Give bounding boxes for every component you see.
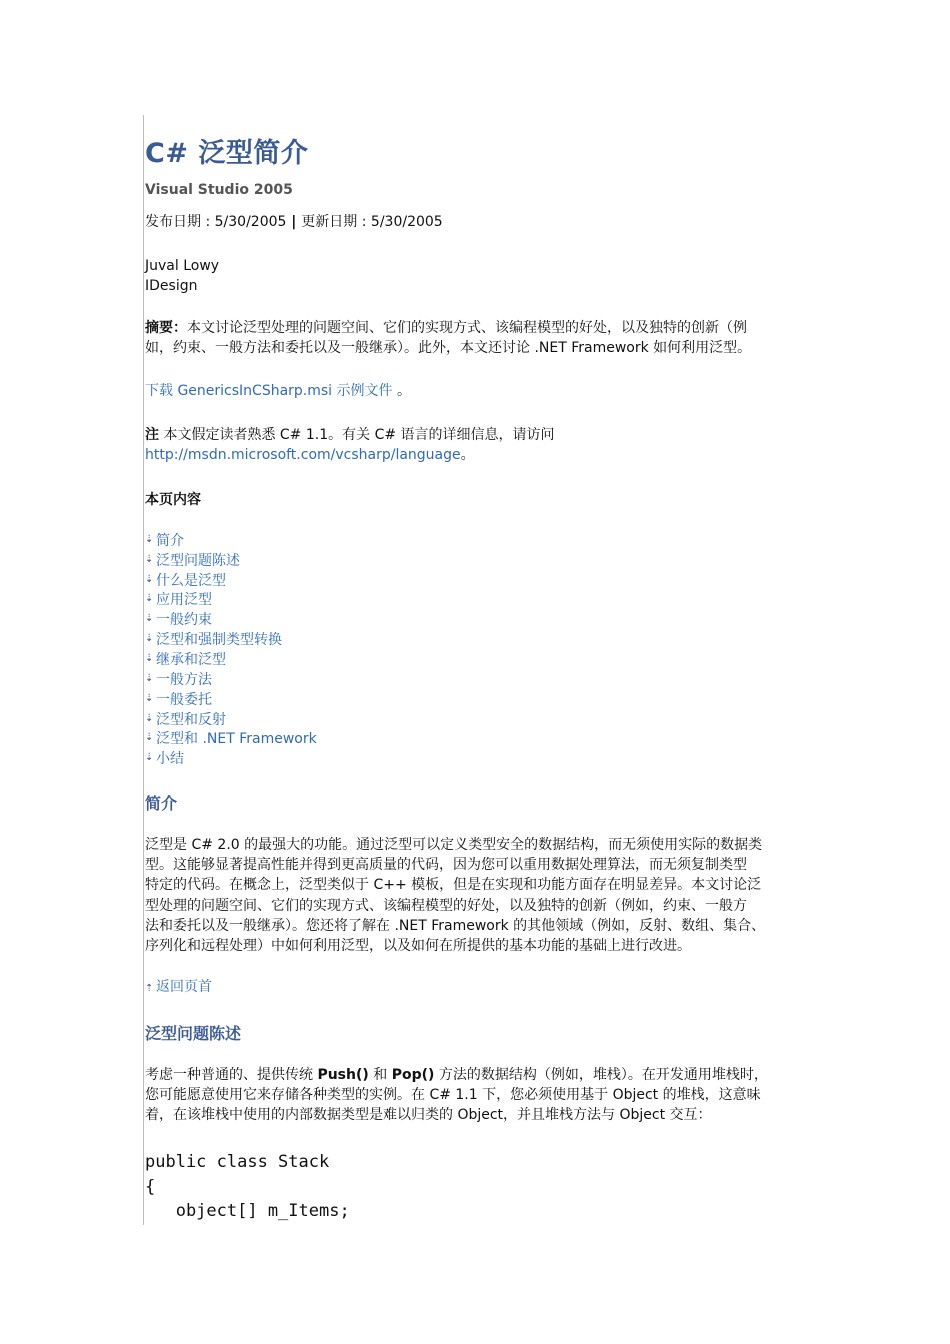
toc-item-delegates[interactable] [145, 689, 317, 709]
down-arrow-icon: ⇣ [145, 692, 154, 704]
publish-date-label: 发布日期 : [145, 214, 215, 230]
problem-line-1 [145, 1065, 805, 1085]
down-arrow-icon: ⇣ [145, 633, 154, 645]
toc-heading: 本页内容 [145, 492, 201, 508]
push-method: Push() [317, 1067, 369, 1083]
toc-item-label: 一般委托 [156, 691, 212, 708]
download-link[interactable] [145, 383, 393, 399]
toc-item-framework[interactable] [145, 728, 317, 748]
toc-item-label: 什么是泛型 [156, 572, 226, 589]
down-arrow-icon: ⇣ [145, 613, 154, 625]
down-arrow-icon: ⇣ [145, 712, 154, 724]
toc-item-label: 继承和泛型 [156, 651, 226, 668]
code-line: object[] m_Items; [145, 1201, 350, 1221]
toc-item-label: 一般约束 [156, 612, 212, 629]
down-arrow-icon: ⇣ [145, 573, 154, 585]
toc-item-casting[interactable] [145, 629, 317, 649]
intro-line: 型。这能够显著提高性能并得到更高质量的代码，因为您可以重用数据处理算法，而无须复制类型 [145, 857, 747, 874]
update-date-label: 更新日期 : [301, 214, 371, 230]
date-line [145, 212, 443, 233]
intro-line: 法和委托以及一般继承）。您还将了解在 .NET Framework 的其他领域（例如，反射、数组、集合、 [145, 917, 766, 934]
toc-item-reflection[interactable] [145, 709, 317, 729]
back-to-top-label: 返回页首 [156, 979, 212, 995]
code-line: { [145, 1176, 156, 1197]
toc-item-inheritance[interactable] [145, 649, 317, 669]
download-suffix: 示例文件 [332, 383, 393, 399]
abstract-label: 摘要： [145, 320, 187, 336]
down-arrow-icon: ⇣ [145, 533, 154, 545]
author-name: Juval Lowy [145, 258, 220, 274]
toc-item-label: 泛型和反射 [156, 711, 226, 728]
toc-item-label: 小结 [156, 751, 184, 768]
abstract-line-2: 如，约束、一般方法和委托以及一般继承）。此外，本文还讨论 .NET Framework 如何利用泛型。 [145, 340, 752, 356]
toc-item-label: 泛型问题陈述 [156, 552, 240, 569]
toc-item-what-is[interactable] [145, 570, 317, 590]
intro-line: 序列化和远程处理）中如何利用泛型，以及如何在所提供的基本功能的基础上进行改进。 [145, 938, 691, 955]
down-arrow-icon: ⇣ [145, 672, 154, 684]
note-label: 注 [145, 427, 159, 443]
problem-text: 方法的数据结构（例如，堆栈）。在开发通用堆栈时， [434, 1067, 768, 1083]
intro-line: 型处理的问题空间、它们的实现方式、该编程模型的好处，以及独特的创新（例如，约束、一般方 [145, 897, 747, 914]
toc-item-label: 泛型和强制类型转换 [156, 632, 282, 649]
author-company: IDesign [145, 278, 198, 294]
toc-item-summary[interactable] [145, 748, 317, 768]
toc-item-methods[interactable] [145, 669, 317, 689]
up-arrow-icon: ⇡ [145, 983, 154, 994]
section-heading-intro: 简介 [145, 794, 178, 813]
toc-item-constraints[interactable] [145, 609, 317, 629]
product-subtitle: Visual Studio 2005 [145, 182, 293, 198]
toc-item-label: 一般方法 [156, 671, 212, 688]
code-line: public class Stack [145, 1152, 330, 1172]
problem-paragraph [145, 1065, 805, 1126]
left-margin-rule [143, 115, 144, 1225]
down-arrow-icon: ⇣ [145, 553, 154, 565]
abstract-text-1: 本文讨论泛型处理的问题空间、它们的实现方式、该编程模型的好处，以及独特的创新（例 [187, 320, 747, 336]
note-end: 。 [460, 447, 475, 463]
note-text: 本文假定读者熟悉 C# 1.1。有关 C# 语言的详细信息，请访问 [159, 427, 555, 443]
down-arrow-icon: ⇣ [145, 752, 154, 764]
download-end: 。 [392, 383, 411, 399]
toc-item-applying[interactable] [145, 590, 317, 610]
down-arrow-icon: ⇣ [145, 732, 154, 744]
toc-item-intro[interactable] [145, 530, 317, 550]
download-line [145, 381, 411, 402]
language-link[interactable]: http://msdn.microsoft.com/vcsharp/language [145, 447, 461, 463]
section-heading-problem: 泛型问题陈述 [145, 1024, 242, 1043]
toc-item-label: 简介 [156, 532, 184, 549]
page-title: C# 泛型简介 [145, 138, 309, 169]
down-arrow-icon: ⇣ [145, 652, 154, 664]
toc-list [145, 530, 317, 768]
problem-text: 和 [368, 1067, 392, 1083]
download-file: GenericsInCSharp.msi [177, 383, 333, 399]
toc-item-label: 泛型和 .NET Framework [156, 731, 317, 748]
update-date: 5/30/2005 [370, 214, 443, 230]
abstract-line-1 [145, 318, 747, 339]
intro-line: 特定的代码。在概念上，泛型类似于 C++ 模板，但是在实现和功能方面存在明显差异。本文讨论泛 [145, 877, 762, 894]
toc-item-label: 应用泛型 [156, 592, 212, 609]
problem-line-2: 您可能愿意使用它来存储各种类型的实例。在 C# 1.1 下，您必须使用基于 Object 的堆栈，这意味 [145, 1087, 761, 1104]
download-prefix: 下载 [145, 383, 178, 399]
intro-line: 泛型是 C# 2.0 的最强大的功能。通过泛型可以定义类型安全的数据结构，而无须使用实际的数据类 [145, 837, 763, 853]
back-to-top-link[interactable] [145, 977, 212, 998]
date-separator: | [286, 214, 302, 230]
intro-paragraph [145, 835, 805, 956]
publish-date: 5/30/2005 [214, 214, 287, 230]
problem-line-3: 着，在该堆栈中使用的内部数据类型是难以归类的 Object，并且堆栈方法与 Object 交互： [145, 1107, 712, 1124]
toc-item-problem[interactable] [145, 550, 317, 570]
code-block [145, 1150, 350, 1224]
down-arrow-icon: ⇣ [145, 593, 154, 605]
pop-method: Pop() [391, 1067, 435, 1083]
problem-text: 考虑一种普通的、提供传统 [145, 1067, 318, 1083]
note-line-1 [145, 425, 555, 446]
note-line-2 [145, 445, 475, 466]
